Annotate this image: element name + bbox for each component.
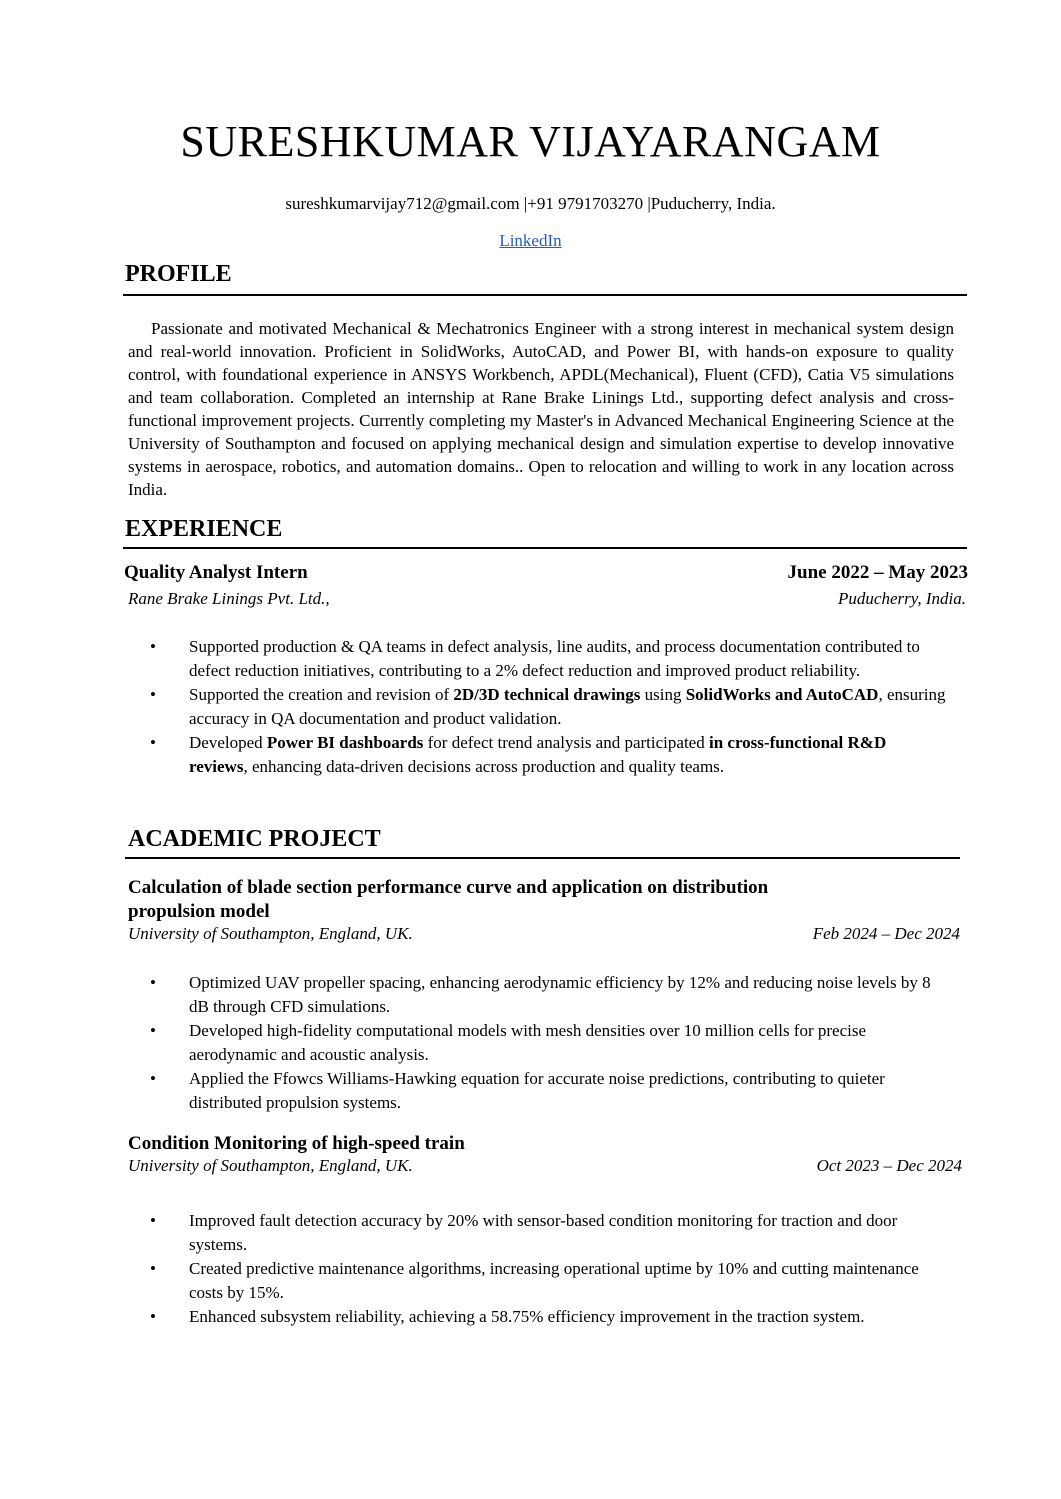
profile-divider — [123, 294, 967, 296]
bullet-dot-icon: • — [150, 1259, 156, 1278]
profile-heading: PROFILE — [125, 261, 232, 287]
project-org-row — [128, 1156, 962, 1176]
bullet-dot-icon: • — [150, 1069, 156, 1088]
experience-role-row — [124, 562, 968, 584]
bullet-text: , ensuring accuracy in QA documentation and product validation. — [189, 685, 946, 728]
candidate-name: SURESHKUMAR VIJAYARANGAM — [180, 117, 881, 166]
bullet-item — [125, 683, 947, 730]
bullet-text: Supported the creation and revision of — [189, 685, 454, 704]
bullet-item — [125, 1257, 947, 1304]
bullet-item — [125, 1019, 947, 1066]
experience-heading: EXPERIENCE — [125, 516, 283, 542]
project-title-line: Condition Monitoring of high-speed train — [128, 1133, 465, 1154]
project-bullets — [125, 971, 947, 1115]
experience-company-row — [128, 589, 966, 609]
bullet-text: , enhancing data-driven decisions across production and quality teams. — [243, 756, 725, 776]
bullet-item — [125, 1067, 947, 1114]
project-dates: Feb 2024 – Dec 2024 — [812, 924, 960, 943]
bullet-text: Developed high-fidelity computational models with mesh densities over 10 million cells for precise aerodynamic and acoustic analysis. — [189, 1021, 867, 1064]
linkedin-link[interactable]: LinkedIn — [499, 231, 562, 250]
bullet-dot-icon: • — [150, 685, 156, 704]
linkedin-row — [0, 231, 1061, 251]
bullet-text: Supported production & QA teams in defect analysis, line audits, and process documentation contributed to defect reduction initiatives, contributing to a 2% defect reduction and improved product reliability. — [189, 637, 920, 680]
project-org: University of Southampton, England, UK. — [128, 1156, 413, 1175]
bullet-text: Developed — [189, 733, 267, 752]
bullet-text: using — [640, 685, 686, 704]
contact-info: sureshkumarvijay712@gmail.com |+91 9791703270 |Puducherry, India. — [285, 194, 776, 213]
experience-company: Rane Brake Linings Pvt. Ltd., — [128, 589, 330, 608]
bullet-text: for defect trend analysis and participated — [423, 733, 709, 752]
experience-bullets — [125, 635, 947, 779]
bullet-bold-text: Power BI dashboards — [266, 733, 424, 752]
bullet-item — [125, 1305, 947, 1329]
project-dates: Oct 2023 – Dec 2024 — [816, 1156, 962, 1175]
academic-heading: ACADEMIC PROJECT — [128, 826, 381, 852]
bullet-item — [125, 971, 947, 1018]
project-title — [128, 876, 948, 924]
experience-divider — [123, 547, 967, 549]
bullet-bold-text: 2D/3D technical drawings — [453, 685, 641, 704]
bullet-dot-icon: • — [150, 637, 156, 656]
bullet-dot-icon: • — [150, 733, 156, 752]
bullet-bold-text: SolidWorks and AutoCAD — [685, 685, 879, 704]
project-org-row — [128, 924, 960, 944]
academic-divider — [125, 857, 960, 859]
bullet-dot-icon: • — [150, 1021, 156, 1040]
bullet-dot-icon: • — [150, 1307, 156, 1326]
project-title-line: Calculation of blade section performance curve and application on distribution — [128, 877, 769, 898]
bullet-item — [125, 1209, 947, 1256]
bullet-dot-icon: • — [150, 1211, 156, 1230]
project-title — [128, 1132, 948, 1156]
experience-dates: June 2022 – May 2023 — [787, 562, 968, 583]
bullet-bold-text: in cross-functional R&D reviews — [189, 733, 887, 776]
bullet-item — [125, 731, 947, 778]
bullet-text: Enhanced subsystem reliability, achieving a 58.75% efficiency improvement in the traction system. — [189, 1307, 865, 1326]
bullet-text: Created predictive maintenance algorithms, increasing operational uptime by 10% and cutting maintenance costs by 15%. — [189, 1259, 919, 1302]
bullet-text: Applied the Ffowcs Williams-Hawking equation for accurate noise predictions, contributing to quieter distributed propulsion systems. — [189, 1069, 885, 1112]
experience-location: Puducherry, India. — [838, 589, 966, 608]
profile-text: Passionate and motivated Mechanical & Mechatronics Engineer with a strong interest in mechanical system design and real-world innovation. Proficient in SolidWorks, AutoCAD, and Power BI, with hands-on exposure to quality control, with foundational experience in ANSYS Workbench, APDL(Mechanical), Fluent (CFD), Catia V5 simulations and team collaboration. Completed an internship at Rane Brake Linings Ltd., supporting defect analysis and cross-functional improvement projects. Currently completing my Master's in Advanced Mechanical Engineering Science at the University of Southampton and focused on applying mechanical design and simulation expertise to develop innovative systems in aerospace, robotics, and automation domains.. Open to relocation and willing to work in any location across India. — [128, 319, 954, 499]
project-title-line: propulsion model — [128, 901, 270, 922]
bullet-dot-icon: • — [150, 973, 156, 992]
bullet-text: Improved fault detection accuracy by 20% with sensor-based condition monitoring for traction and door systems. — [189, 1211, 898, 1254]
bullet-item — [125, 635, 947, 682]
bullet-text: Optimized UAV propeller spacing, enhancing aerodynamic efficiency by 12% and reducing noise levels by 8 dB through CFD simulations. — [189, 973, 931, 1016]
project-org: University of Southampton, England, UK. — [128, 924, 413, 943]
project-bullets — [125, 1209, 947, 1330]
experience-role: Quality Analyst Intern — [124, 562, 308, 583]
